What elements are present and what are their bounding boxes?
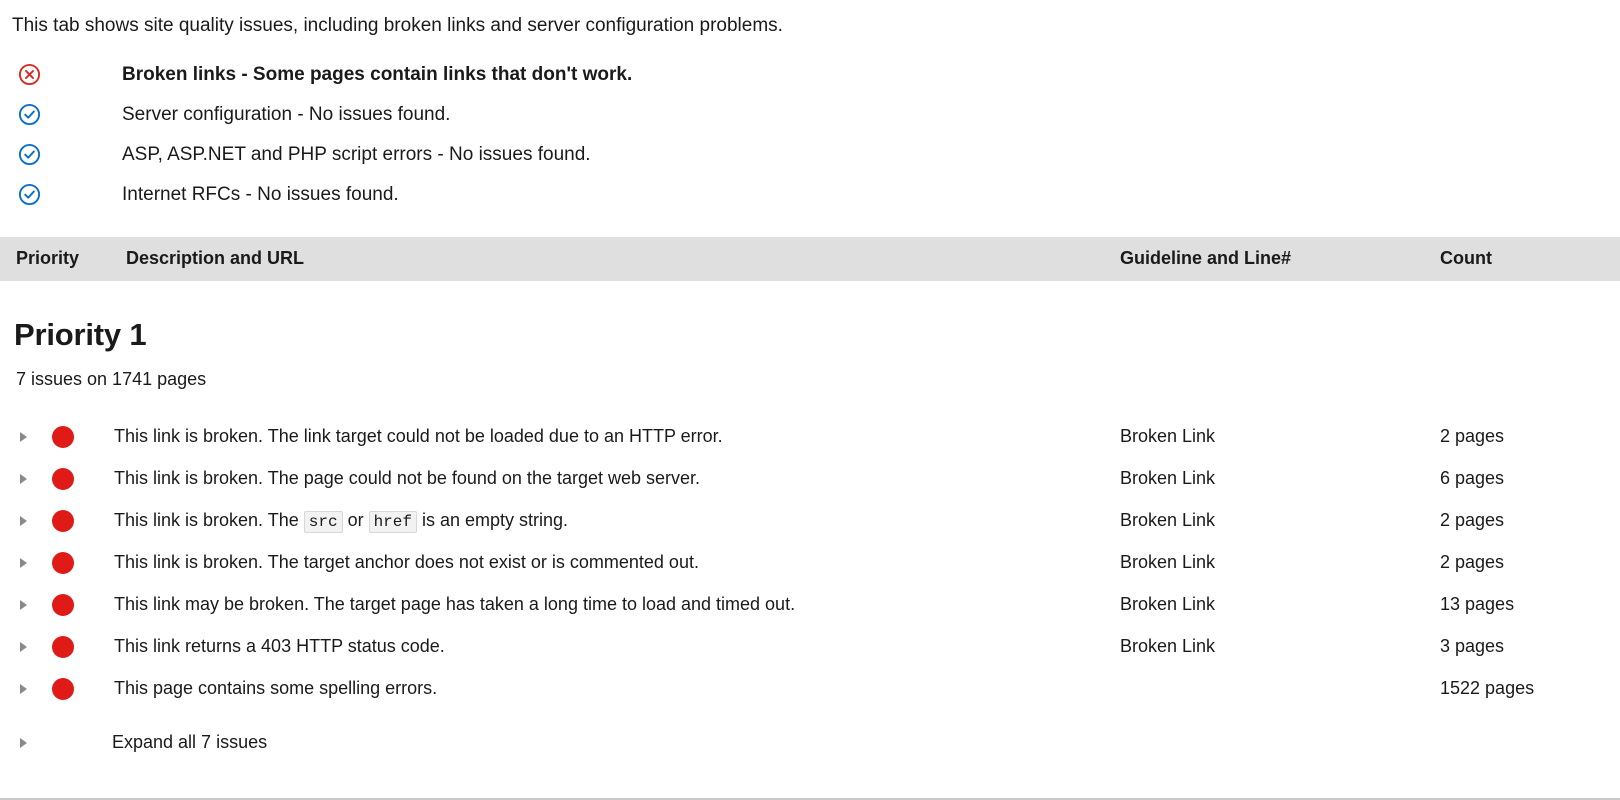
issue-description: This link may be broken. The target page has taken a long time to load and timed out. (114, 594, 796, 615)
issue-description: This link is broken. The link target could not be loaded due to an HTTP error. (114, 426, 723, 447)
expand-triangle-icon[interactable] (0, 738, 34, 748)
column-header-count[interactable]: Count (1440, 248, 1492, 269)
issue-guideline: Broken Link (1120, 552, 1216, 573)
table-row[interactable] (0, 542, 1620, 584)
issue-guideline: Broken Link (1120, 468, 1216, 489)
column-header-description[interactable]: Description and URL (126, 248, 305, 269)
expand-triangle-icon[interactable] (0, 516, 34, 526)
issue-count: 2 pages (1440, 552, 1505, 573)
issue-description (112, 510, 1120, 531)
severity-dot-icon (34, 636, 112, 658)
issue-count: 13 pages (1440, 594, 1515, 615)
table-row[interactable] (0, 416, 1620, 458)
column-header-priority[interactable]: Priority (16, 248, 80, 269)
intro-text: This tab shows site quality issues, including broken links and server configuration problems. (12, 15, 783, 36)
issue-description: This link is broken. The page could not be found on the target web server. (114, 468, 701, 489)
issue-description: This page contains some spelling errors. (114, 678, 438, 699)
check-circle-icon (12, 183, 122, 206)
issue-guideline: Broken Link (1120, 636, 1216, 657)
issue-guideline: Broken Link (1120, 426, 1216, 447)
issue-guideline: Broken Link (1120, 510, 1216, 531)
summary-item-broken-links[interactable] (12, 55, 1620, 95)
error-circle-icon (12, 63, 122, 86)
expand-all-issues-row[interactable] (0, 722, 1620, 764)
expand-triangle-icon[interactable] (0, 600, 34, 610)
issue-count: 3 pages (1440, 636, 1505, 657)
table-row[interactable] (0, 500, 1620, 542)
issue-guideline: Broken Link (1120, 594, 1216, 615)
severity-dot-icon (34, 510, 112, 532)
issue-description-mid: or (342, 510, 369, 531)
issue-description: This link returns a 403 HTTP status code. (114, 636, 445, 657)
summary-item-label: Server configuration - No issues found. (122, 103, 451, 125)
summary-item-server-configuration[interactable] (12, 95, 1620, 135)
issue-count: 2 pages (1440, 426, 1505, 447)
summary-item-internet-rfcs[interactable] (12, 175, 1620, 215)
issue-count: 6 pages (1440, 468, 1505, 489)
code-token-src: src (304, 511, 343, 533)
summary-item-label: Broken links - Some pages contain links that don't work. (122, 63, 633, 85)
summary-item-label: Internet RFCs - No issues found. (122, 183, 399, 205)
severity-dot-icon (34, 594, 112, 616)
check-circle-icon (12, 103, 122, 126)
issue-description-suffix: is an empty string. (416, 510, 569, 531)
table-row[interactable] (0, 458, 1620, 500)
expand-all-issues-label[interactable]: Expand all 7 issues (112, 732, 268, 753)
severity-dot-icon (34, 552, 112, 574)
table-row[interactable] (0, 626, 1620, 668)
page-title: Priority 1 (14, 316, 147, 352)
issue-description: This link is broken. The target anchor does not exist or is commented out. (114, 552, 699, 573)
expand-triangle-icon[interactable] (0, 642, 34, 652)
check-circle-icon (12, 143, 122, 166)
expand-triangle-icon[interactable] (0, 432, 34, 442)
issue-count: 2 pages (1440, 510, 1505, 531)
expand-triangle-icon[interactable] (0, 474, 34, 484)
results-table-header (0, 237, 1620, 281)
column-header-guideline[interactable]: Guideline and Line# (1120, 248, 1292, 269)
expand-triangle-icon[interactable] (0, 684, 34, 694)
table-row[interactable] (0, 584, 1620, 626)
expand-triangle-icon[interactable] (0, 558, 34, 568)
summary-item-label: ASP, ASP.NET and PHP script errors - No issues found. (122, 143, 591, 165)
issue-description-prefix: This link is broken. The (114, 510, 304, 531)
table-row[interactable] (0, 668, 1620, 710)
severity-dot-icon (34, 678, 112, 700)
issue-list (0, 416, 1620, 764)
severity-dot-icon (34, 426, 112, 448)
summary-item-script-errors[interactable] (12, 135, 1620, 175)
code-token-href: href (369, 511, 417, 533)
priority-subtitle: 7 issues on 1741 pages (16, 368, 207, 389)
summary-list (0, 55, 1620, 215)
severity-dot-icon (34, 468, 112, 490)
issue-count: 1522 pages (1440, 678, 1535, 699)
